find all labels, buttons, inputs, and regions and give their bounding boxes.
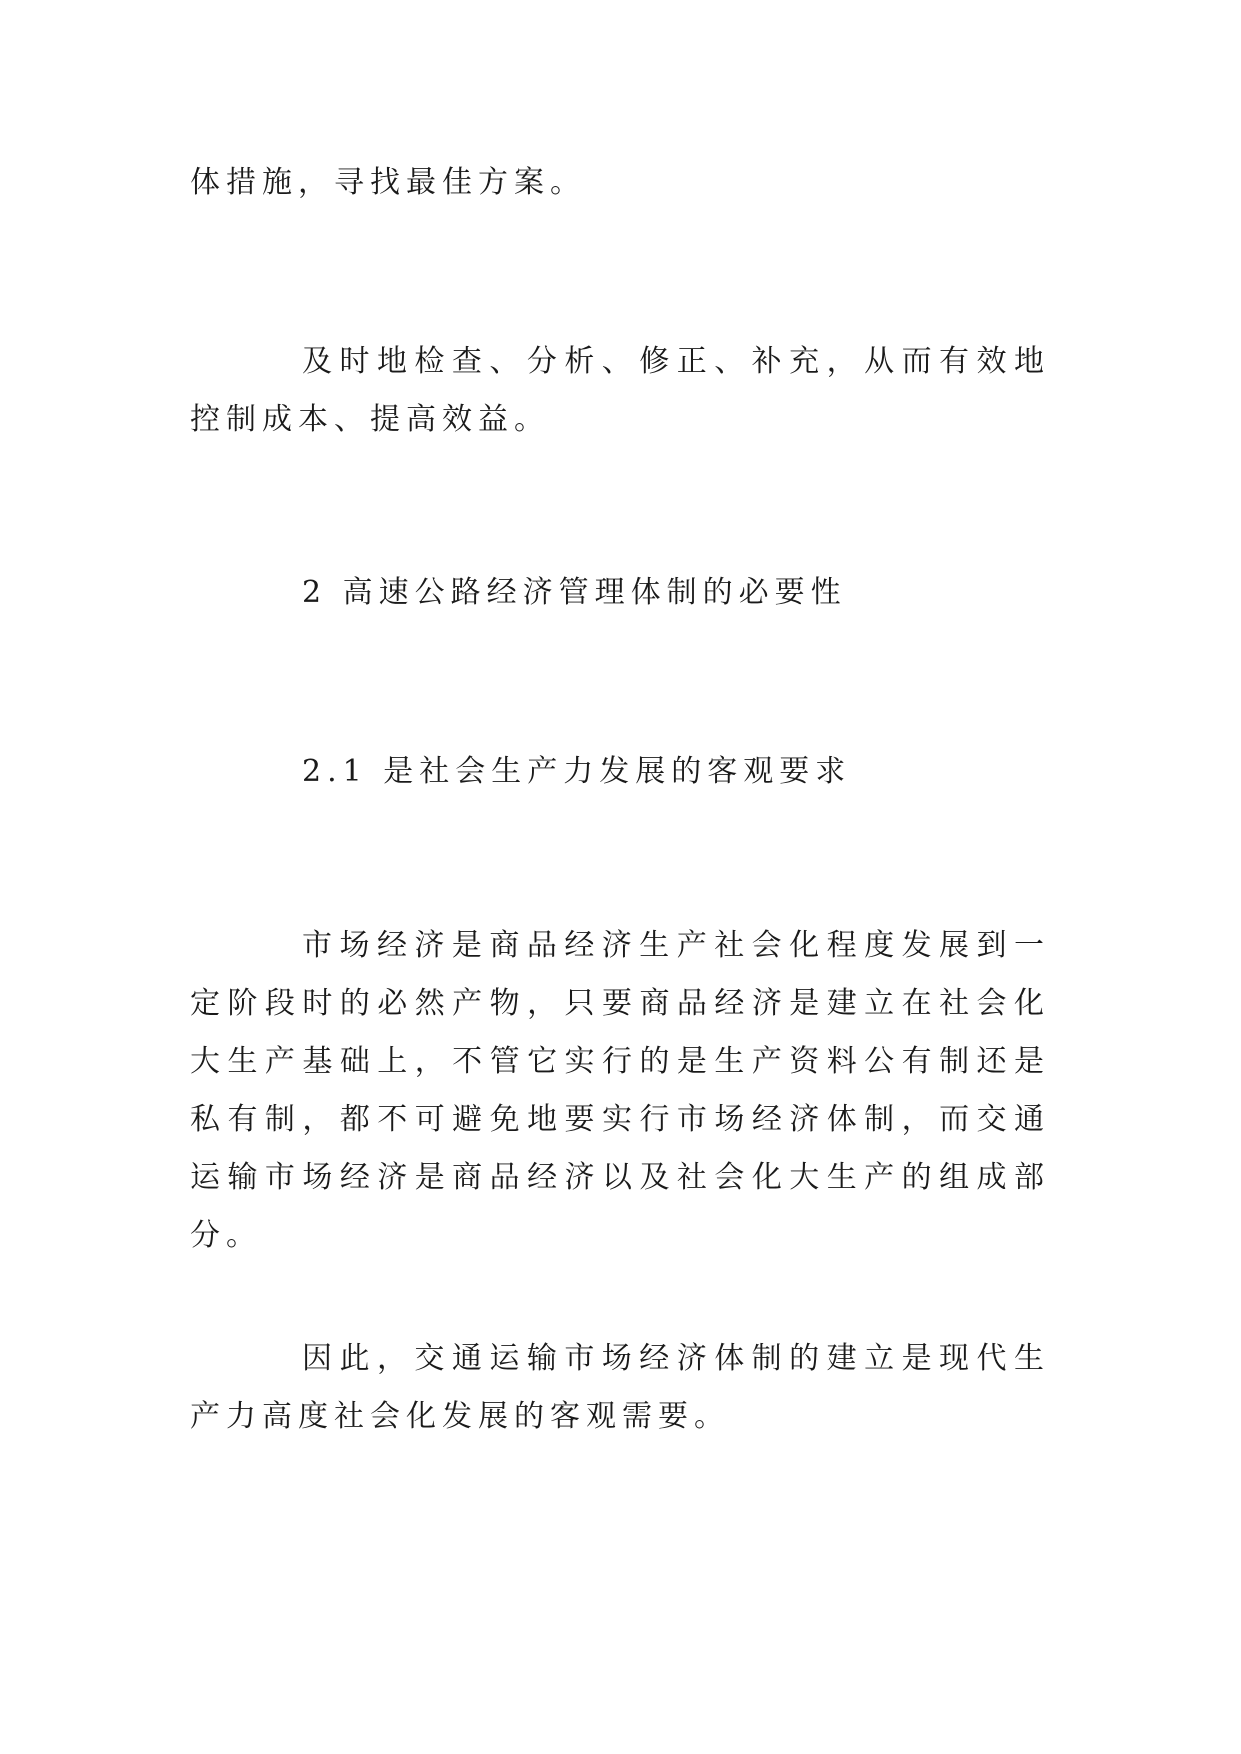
section-heading: 2 高速公路经济管理体制的必要性 [302, 575, 847, 610]
paragraph-market-economy: 市场经济是商品经济生产社会化程度发展到一定阶段时的必然产物，只要商品经济是建立在社会化大生产基础上，不管它实行的是生产资料公有制还是私有制，都不可避免地要实行市场经济体制，而交通运输市场经济是商品经济以及社会化大生产的组成部分。 [190, 928, 1050, 1253]
paragraph-control-cost: 及时地检查、分析、修正、补充，从而有效地控制成本、提高效益。 [190, 344, 1050, 437]
paragraph-continuation: 体措施，寻找最佳方案。 [190, 165, 586, 200]
paragraph-conclusion: 因此，交通运输市场经济体制的建立是现代生产力高度社会化发展的客观需要。 [190, 1341, 1050, 1434]
subsection-heading: 2.1 是社会生产力发展的客观要求 [302, 754, 852, 789]
